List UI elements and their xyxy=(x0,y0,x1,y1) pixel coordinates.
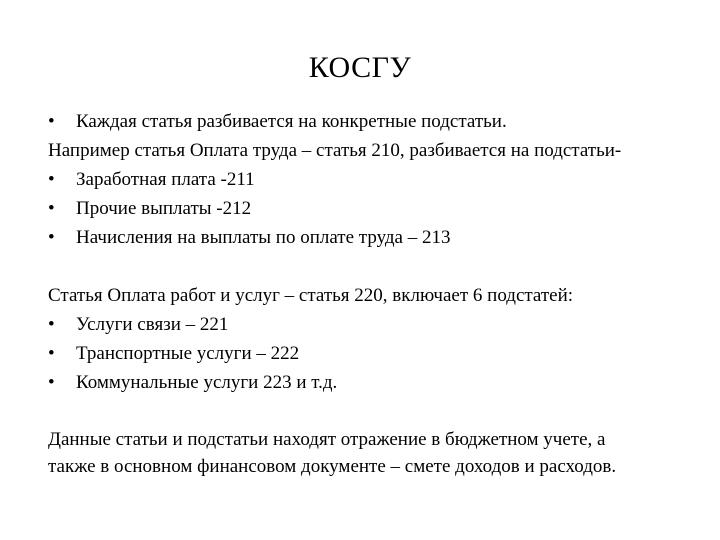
list-item-intro xyxy=(48,110,507,134)
list-item-text: Заработная плата -211 xyxy=(76,169,255,190)
list-item-text: Коммунальные услуги 223 и т.д. xyxy=(76,372,338,393)
example-line: Например статья Оплата труда – статья 210, разбивается на подстатьи- xyxy=(48,140,622,161)
list-item xyxy=(48,342,299,366)
bullet-icon: • xyxy=(48,111,55,132)
closing-paragraph-line-2: также в основном финансовом документе – смете доходов и расходов. xyxy=(48,456,617,477)
list-item xyxy=(48,168,255,192)
list-item xyxy=(48,197,251,221)
list-item xyxy=(48,371,337,395)
closing-paragraph-line-1: Данные статьи и подстатьи находят отражение в бюджетном учете, а xyxy=(48,429,606,450)
bullet-icon: • xyxy=(48,169,55,190)
bullet-icon: • xyxy=(48,198,55,219)
list-item-text: Каждая статья разбивается на конкретные подстатьи. xyxy=(76,111,507,132)
list-item xyxy=(48,226,450,250)
bullet-icon: • xyxy=(48,314,55,335)
list-item-text: Начисления на выплаты по оплате труда – 213 xyxy=(76,227,451,248)
list-item xyxy=(48,313,228,337)
list-item-text: Прочие выплаты -212 xyxy=(76,198,252,219)
list-item-text: Транспортные услуги – 222 xyxy=(76,343,300,364)
list-item-text: Услуги связи – 221 xyxy=(76,314,229,335)
slide-title: КОСГУ xyxy=(308,51,412,84)
section-heading: Статья Оплата работ и услуг – статья 220, включает 6 подстатей: xyxy=(48,285,574,306)
bullet-icon: • xyxy=(48,343,55,364)
bullet-icon: • xyxy=(48,227,55,248)
bullet-icon: • xyxy=(48,372,55,393)
